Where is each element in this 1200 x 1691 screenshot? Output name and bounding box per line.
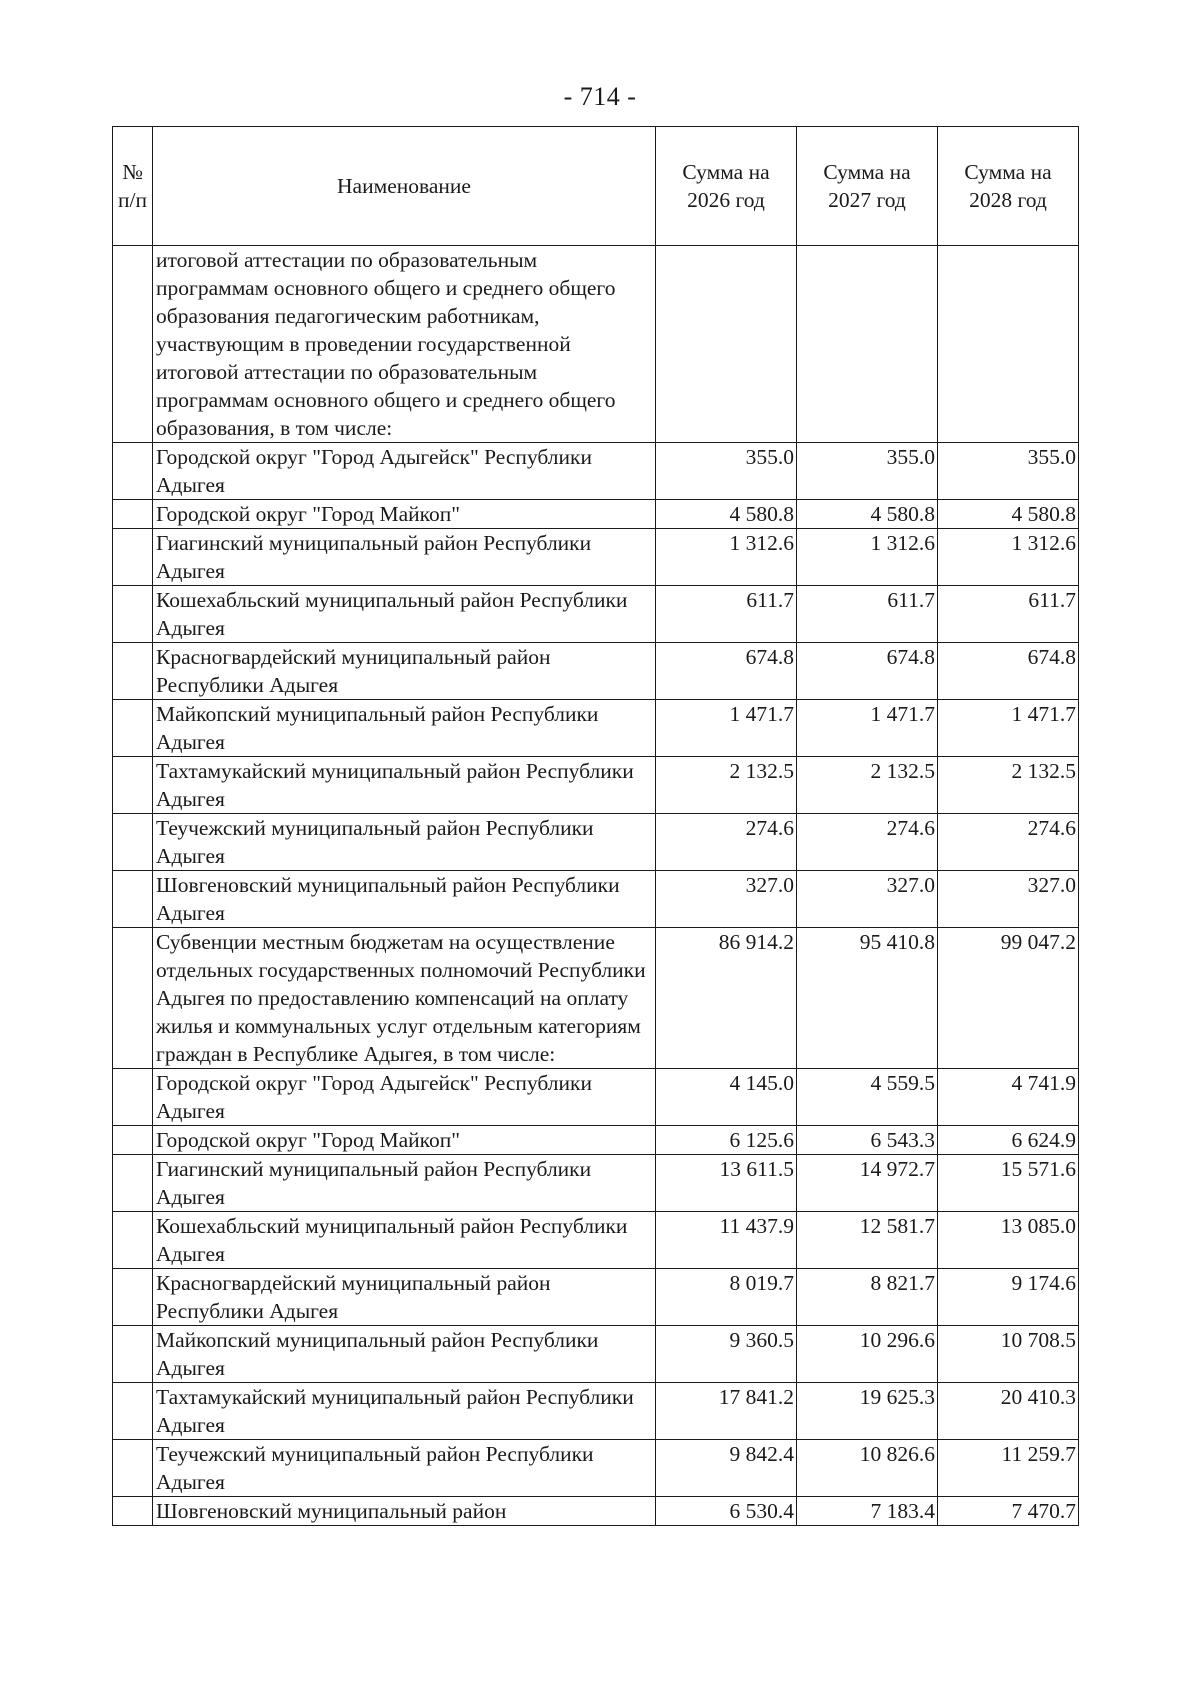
- row-sum-2026: 6 530.4: [656, 1497, 797, 1526]
- table-row: [113, 1440, 1079, 1497]
- row-index: [113, 1440, 153, 1497]
- row-sum-2026: [656, 246, 797, 443]
- row-sum-2026: 9 360.5: [656, 1326, 797, 1383]
- row-name: Городской округ "Город Адыгейск" Республики Адыгея: [153, 443, 656, 500]
- table-row: [113, 500, 1079, 529]
- table-row: [113, 1269, 1079, 1326]
- row-index: [113, 529, 153, 586]
- row-sum-2026: 327.0: [656, 871, 797, 928]
- row-name: Теучежский муниципальный район Республики Адыгея: [153, 814, 656, 871]
- row-sum-2028: 355.0: [938, 443, 1079, 500]
- table-row: [113, 700, 1079, 757]
- row-name: Теучежский муниципальный район Республики Адыгея: [153, 1440, 656, 1497]
- row-sum-2028: 99 047.2: [938, 928, 1079, 1069]
- budget-table: [112, 126, 1079, 1526]
- row-sum-2026: 6 125.6: [656, 1126, 797, 1155]
- row-sum-2026: 611.7: [656, 586, 797, 643]
- row-index: [113, 928, 153, 1069]
- table-row: [113, 757, 1079, 814]
- row-sum-2028: 4 580.8: [938, 500, 1079, 529]
- table-header-row: [113, 127, 1079, 246]
- row-index: [113, 1269, 153, 1326]
- row-sum-2028: 11 259.7: [938, 1440, 1079, 1497]
- table-row: [113, 443, 1079, 500]
- row-sum-2028: 15 571.6: [938, 1155, 1079, 1212]
- row-name: Красногвардейский муниципальный район Республики Адыгея: [153, 1269, 656, 1326]
- row-sum-2027: 327.0: [797, 871, 938, 928]
- row-sum-2028: 6 624.9: [938, 1126, 1079, 1155]
- row-index: [113, 1383, 153, 1440]
- row-name: Городской округ "Город Майкоп": [153, 1126, 656, 1155]
- table-row: [113, 246, 1079, 443]
- row-sum-2026: 13 611.5: [656, 1155, 797, 1212]
- row-sum-2027: 1 312.6: [797, 529, 938, 586]
- header-sum-2027: Сумма на 2027 год: [797, 127, 938, 246]
- row-index: [113, 1069, 153, 1126]
- row-sum-2027: 12 581.7: [797, 1212, 938, 1269]
- row-sum-2028: 13 085.0: [938, 1212, 1079, 1269]
- row-sum-2026: 674.8: [656, 643, 797, 700]
- table-row: [113, 814, 1079, 871]
- row-index: [113, 1126, 153, 1155]
- row-sum-2028: 1 312.6: [938, 529, 1079, 586]
- table-row: [113, 1383, 1079, 1440]
- row-sum-2027: 6 543.3: [797, 1126, 938, 1155]
- row-sum-2027: 274.6: [797, 814, 938, 871]
- row-index: [113, 643, 153, 700]
- row-index: [113, 443, 153, 500]
- row-sum-2027: 355.0: [797, 443, 938, 500]
- table-row: [113, 1326, 1079, 1383]
- page-number: - 714 -: [563, 82, 637, 111]
- header-index: № п/п: [113, 127, 153, 246]
- row-index: [113, 586, 153, 643]
- header-name: Наименование: [153, 127, 656, 246]
- row-sum-2027: 1 471.7: [797, 700, 938, 757]
- row-name: Шовгеновский муниципальный район: [153, 1497, 656, 1526]
- row-name: Кошехабльский муниципальный район Республики Адыгея: [153, 586, 656, 643]
- row-name: Майкопский муниципальный район Республики Адыгея: [153, 1326, 656, 1383]
- row-sum-2027: 4 559.5: [797, 1069, 938, 1126]
- row-sum-2028: 327.0: [938, 871, 1079, 928]
- row-sum-2027: 674.8: [797, 643, 938, 700]
- row-index: [113, 1155, 153, 1212]
- row-index: [113, 757, 153, 814]
- row-sum-2026: 9 842.4: [656, 1440, 797, 1497]
- row-sum-2026: 1 312.6: [656, 529, 797, 586]
- row-name: Гиагинский муниципальный район Республики Адыгея: [153, 1155, 656, 1212]
- row-sum-2026: 17 841.2: [656, 1383, 797, 1440]
- row-index: [113, 814, 153, 871]
- row-index: [113, 500, 153, 529]
- row-name: Гиагинский муниципальный район Республики Адыгея: [153, 529, 656, 586]
- row-sum-2028: 611.7: [938, 586, 1079, 643]
- row-name: Городской округ "Город Майкоп": [153, 500, 656, 529]
- table-row: [113, 928, 1079, 1069]
- row-sum-2028: 4 741.9: [938, 1069, 1079, 1126]
- header-sum-2026: Сумма на 2026 год: [656, 127, 797, 246]
- row-sum-2028: 9 174.6: [938, 1269, 1079, 1326]
- row-name: Шовгеновский муниципальный район Республики Адыгея: [153, 871, 656, 928]
- row-sum-2026: 8 019.7: [656, 1269, 797, 1326]
- row-sum-2027: 10 296.6: [797, 1326, 938, 1383]
- row-sum-2028: 1 471.7: [938, 700, 1079, 757]
- row-sum-2027: [797, 246, 938, 443]
- row-sum-2027: 10 826.6: [797, 1440, 938, 1497]
- row-index: [113, 1326, 153, 1383]
- table-row: [113, 643, 1079, 700]
- row-sum-2026: 86 914.2: [656, 928, 797, 1069]
- row-sum-2026: 11 437.9: [656, 1212, 797, 1269]
- row-sum-2028: 7 470.7: [938, 1497, 1079, 1526]
- row-sum-2027: 8 821.7: [797, 1269, 938, 1326]
- row-sum-2028: 20 410.3: [938, 1383, 1079, 1440]
- row-sum-2026: 274.6: [656, 814, 797, 871]
- row-sum-2026: 1 471.7: [656, 700, 797, 757]
- row-name: Майкопский муниципальный район Республики Адыгея: [153, 700, 656, 757]
- row-sum-2028: 274.6: [938, 814, 1079, 871]
- row-sum-2026: 2 132.5: [656, 757, 797, 814]
- row-name: итоговой аттестации по образовательным программам основного общего и среднего общего образования педагогическим работникам, участвующим в проведении государственной итоговой аттестации по образовательным программам основного общего и среднего общего образования, в том числе:: [153, 246, 656, 443]
- table-row: [113, 529, 1079, 586]
- table-body: [113, 246, 1079, 1526]
- row-sum-2027: 19 625.3: [797, 1383, 938, 1440]
- row-sum-2027: 2 132.5: [797, 757, 938, 814]
- row-sum-2027: 14 972.7: [797, 1155, 938, 1212]
- table-row: [113, 1126, 1079, 1155]
- row-sum-2028: 2 132.5: [938, 757, 1079, 814]
- table-row: [113, 1069, 1079, 1126]
- header-sum-2028: Сумма на 2028 год: [938, 127, 1079, 246]
- table-row: [113, 871, 1079, 928]
- row-name: Тахтамукайский муниципальный район Республики Адыгея: [153, 1383, 656, 1440]
- table-row: [113, 1212, 1079, 1269]
- row-sum-2027: 95 410.8: [797, 928, 938, 1069]
- row-sum-2026: 355.0: [656, 443, 797, 500]
- table-row: [113, 1155, 1079, 1212]
- row-index: [113, 871, 153, 928]
- row-sum-2026: 4 580.8: [656, 500, 797, 529]
- row-sum-2028: 674.8: [938, 643, 1079, 700]
- row-sum-2027: 7 183.4: [797, 1497, 938, 1526]
- row-name: Городской округ "Город Адыгейск" Республики Адыгея: [153, 1069, 656, 1126]
- row-sum-2028: 10 708.5: [938, 1326, 1079, 1383]
- table-row: [113, 586, 1079, 643]
- row-name: Тахтамукайский муниципальный район Республики Адыгея: [153, 757, 656, 814]
- row-index: [113, 700, 153, 757]
- table-row: [113, 1497, 1079, 1526]
- row-name: Субвенции местным бюджетам на осуществление отдельных государственных полномочий Республики Адыгея по предоставлению компенсаций на оплату жилья и коммунальных услуг отдельным категориям граждан в Республике Адыгея, в том числе:: [153, 928, 656, 1069]
- row-name: Красногвардейский муниципальный район Республики Адыгея: [153, 643, 656, 700]
- row-name: Кошехабльский муниципальный район Республики Адыгея: [153, 1212, 656, 1269]
- row-index: [113, 1497, 153, 1526]
- row-sum-2028: [938, 246, 1079, 443]
- row-sum-2027: 611.7: [797, 586, 938, 643]
- row-sum-2027: 4 580.8: [797, 500, 938, 529]
- row-index: [113, 1212, 153, 1269]
- row-sum-2026: 4 145.0: [656, 1069, 797, 1126]
- row-index: [113, 246, 153, 443]
